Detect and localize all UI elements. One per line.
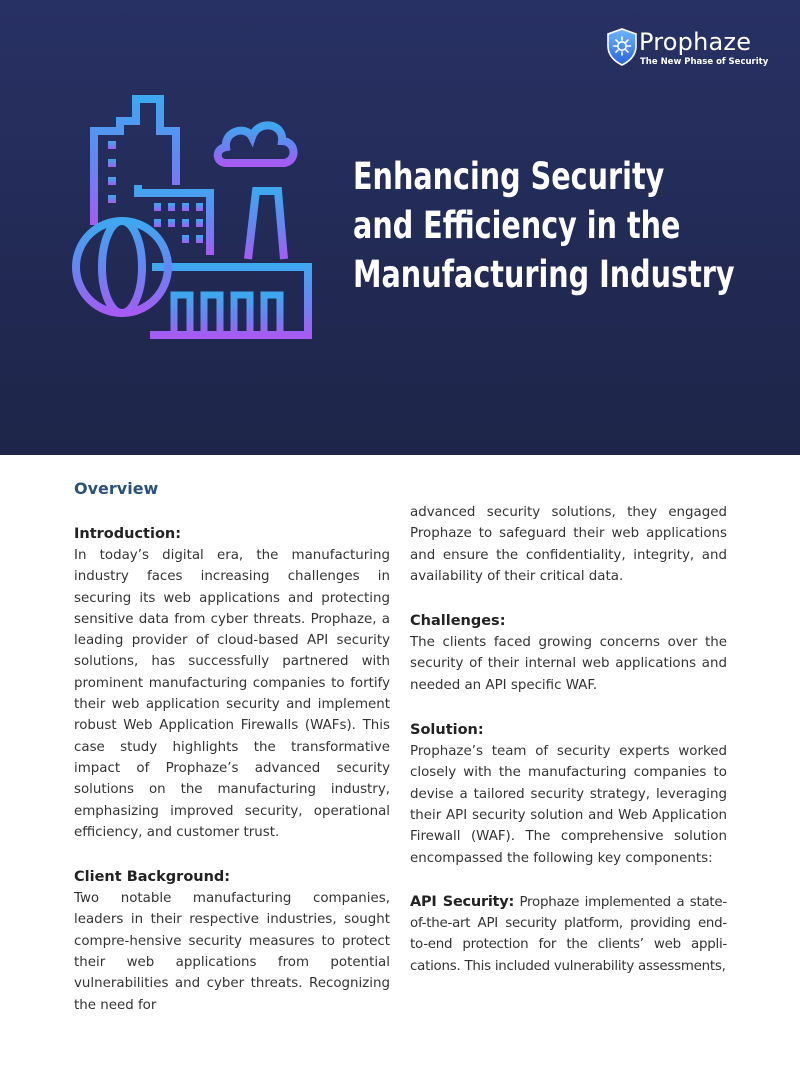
- hero-banner: [0, 0, 800, 455]
- challenges-heading: Challenges:: [410, 613, 506, 630]
- introduction-text: In today’s digital era, the manufacturing industry faces increasing challenges in securing its web applications and protecting sensitive data from cyber threats. Prophaze, a leading provider of cloud-based API security solutions, has successfully partnered with prominent manufacturing companies to fortify their web application security and implement robust Web Application Firewalls (WAFs). This case study highlights the transformative impact of Prophaze’s advanced security solutions on the manufacturing industry, emphasizing improved security, operational efficiency, and customer trust.: [74, 548, 390, 840]
- title-line-1: Enhancing Security: [353, 155, 665, 198]
- shield-logo-icon: [606, 28, 638, 66]
- title-line-3: Manufacturing Industry: [353, 253, 735, 296]
- client-background-text: Two notable manufacturing companies, leaders in their respective industries, sought compre-hensive security measures to protect their web applications from potential vulnerabilities and cyber threats. Recognizing the need for: [74, 891, 390, 1013]
- api-security-paragraph: [410, 892, 727, 977]
- left-column: [74, 478, 390, 1016]
- title-line-2: and Efficiency in the: [353, 204, 681, 247]
- overview-heading: Overview: [74, 479, 159, 498]
- brand-name: Prophaze: [639, 28, 752, 56]
- right-column: [410, 502, 727, 977]
- client-background-continued: advanced security solutions, they engaged Prophaze to safeguard their web applications and ensure the confidentiality, integrity, and availability of their critical data.: [410, 505, 727, 584]
- api-security-text: Prophaze implemented a state-of-the-art API security platform, providing end-to-end protection for the clients’ web appli-cations. This included vulnerability assessments,: [410, 894, 727, 974]
- solution-heading: Solution:: [410, 722, 484, 739]
- api-security-heading: API Security:: [410, 893, 514, 910]
- brand-tagline: The New Phase of Security: [640, 57, 769, 67]
- page-title: [353, 152, 735, 299]
- client-background-heading: Client Background:: [74, 869, 231, 886]
- prophaze-logo: [606, 28, 769, 72]
- factory-globe-icon: [70, 95, 320, 345]
- solution-text: Prophaze’s team of security experts worked closely with the manufacturing companies to devise a tailored security strategy, leveraging their API security solution and Web Application Firewall (WAF). The comprehensive solution encompassed the following key components:: [410, 744, 727, 866]
- introduction-heading: Introduction:: [74, 526, 182, 542]
- challenges-text: The clients faced growing concerns over the security of their internal web applications and needed an API specific WAF.: [410, 635, 727, 693]
